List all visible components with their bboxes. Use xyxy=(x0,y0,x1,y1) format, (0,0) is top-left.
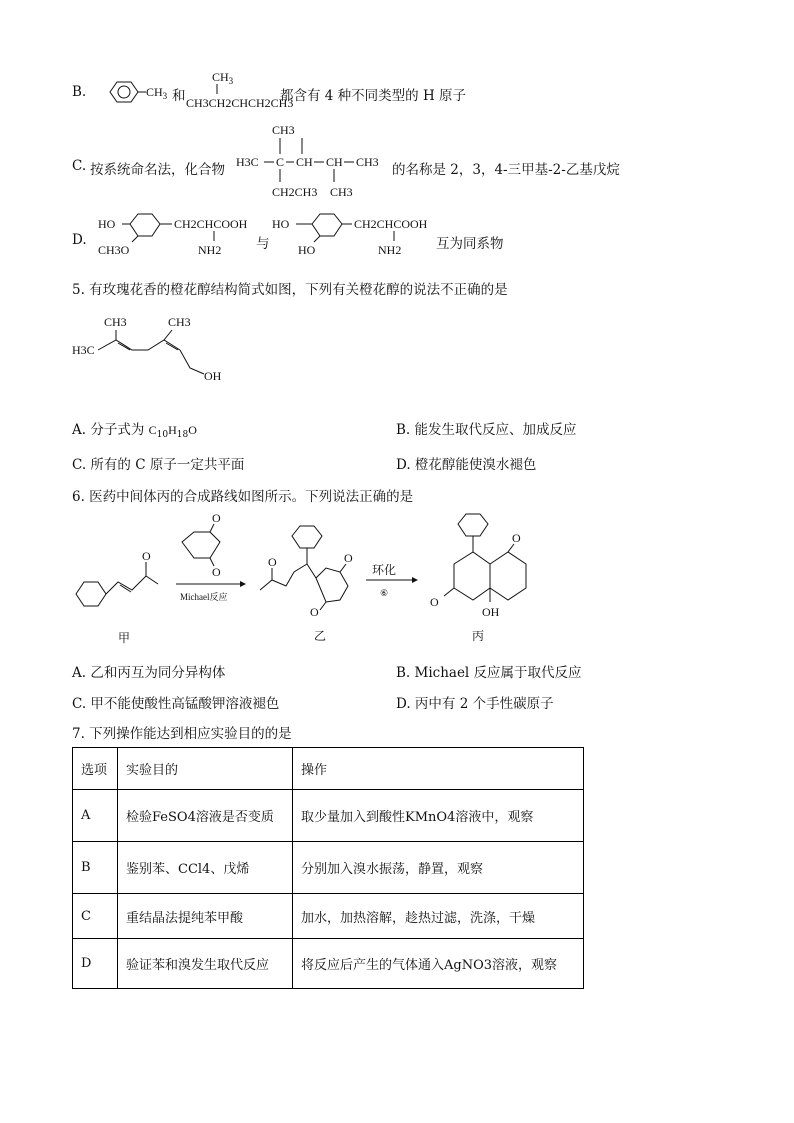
table-row xyxy=(73,790,584,842)
svg-text:HO: HO xyxy=(272,217,290,231)
svg-text:O: O xyxy=(212,511,221,525)
svg-text:OH: OH xyxy=(482,605,500,619)
svg-text:HO: HO xyxy=(98,217,116,231)
q5-option-a: A. 分子式为 $C_{10}H_{18}O$ xyxy=(72,422,197,440)
svg-text:C: C xyxy=(276,155,285,169)
table-row xyxy=(73,894,584,939)
option-b-statement: 都含有 4 种不同类型的 H 原子 xyxy=(280,88,467,104)
svg-text:Michael反应: Michael反应 xyxy=(180,592,228,602)
ring-2 xyxy=(312,214,342,236)
branch-methyl: $CH_3$ xyxy=(212,70,234,86)
header-option: 选项 xyxy=(73,748,118,790)
row-option: C xyxy=(73,894,118,939)
option-d-label: D. xyxy=(72,232,87,248)
svg-text:CH3O: CH3O xyxy=(98,243,130,257)
svg-text:O: O xyxy=(310,605,319,619)
row-option: B xyxy=(73,842,118,894)
row-operation: 取少量加入到酸性KMnO4溶液中，观察 xyxy=(293,790,584,842)
svg-text:环化: 环化 xyxy=(372,563,397,577)
and-text: 和 xyxy=(172,88,186,104)
q5-stem: 5. 有玫瑰花香的橙花醇结构简式如图，下列有关橙花醇的说法不正确的是 xyxy=(72,282,508,298)
option-c-text-2: 的名称是 2，3，4-三甲基-2-乙基戊烷 xyxy=(392,162,620,178)
svg-text:CH2CH3: CH2CH3 xyxy=(272,185,318,199)
option-c-text-1: 按系统命名法，化合物 xyxy=(90,162,225,178)
benzene-ring xyxy=(110,82,138,102)
svg-text:CH3: CH3 xyxy=(330,185,353,199)
table-header-row xyxy=(73,748,584,790)
option-b-label: B. xyxy=(72,84,87,100)
label-jia: 甲 xyxy=(118,631,131,645)
svg-text:H3C: H3C xyxy=(236,155,259,169)
ring-1 xyxy=(130,214,160,236)
nerol-structure xyxy=(72,312,232,392)
header-purpose: 实验目的 xyxy=(118,748,293,790)
option-d-structure-2 xyxy=(272,208,442,264)
svg-text:NH2: NH2 xyxy=(378,243,402,257)
yu-text: 与 xyxy=(256,236,270,252)
compound-yi xyxy=(260,526,353,619)
compound-jia xyxy=(76,549,158,606)
svg-text:OH: OH xyxy=(204,369,222,383)
option-c-structure xyxy=(230,122,395,202)
label-yi: 乙 xyxy=(314,629,327,643)
q5-option-b: B. 能发生取代反应、加成反应 xyxy=(396,422,577,438)
svg-text:CH: CH xyxy=(296,155,313,169)
q7-stem: 7. 下列操作能达到相应实验目的的是 xyxy=(72,726,292,742)
svg-text:H3C: H3C xyxy=(72,343,95,357)
svg-text:CH3: CH3 xyxy=(168,315,191,329)
benzene-circle xyxy=(118,86,130,98)
q6-option-d: D. 丙中有 2 个手性碳原子 xyxy=(396,696,554,712)
svg-text:CH2CHCOOH: CH2CHCOOH xyxy=(174,217,248,231)
toluene-structure xyxy=(100,78,180,110)
svg-text:O: O xyxy=(142,549,151,563)
q5-option-c: C. 所有的 C 原子一定共平面 xyxy=(72,457,245,473)
svg-text:O: O xyxy=(268,555,277,569)
compound-bing xyxy=(430,514,526,619)
q6-option-b: B. Michael 反应属于取代反应 xyxy=(396,665,582,681)
svg-text:CH3: CH3 xyxy=(272,123,295,137)
option-c-label: C. xyxy=(72,158,87,174)
svg-text:NH2: NH2 xyxy=(198,243,222,257)
table-row xyxy=(73,842,584,894)
row-purpose: 鉴别苯、CCl4、戊烯 xyxy=(118,842,293,894)
q6-synthesis-route xyxy=(70,512,590,652)
q6-option-c: C. 甲不能使酸性高锰酸钾溶液褪色 xyxy=(72,696,280,712)
label-bing: 丙 xyxy=(472,629,485,643)
q5-option-d: D. 橙花醇能使溴水褪色 xyxy=(396,457,537,473)
header-operation: 操作 xyxy=(293,748,584,790)
svg-text:O: O xyxy=(512,531,521,545)
toluene-methyl: $CH_3$ xyxy=(146,85,168,101)
option-d-statement: 互为同系物 xyxy=(436,236,504,252)
svg-text:O: O xyxy=(212,565,221,579)
svg-text:CH2CHCOOH: CH2CHCOOH xyxy=(354,217,428,231)
row-option: A xyxy=(73,790,118,842)
q6-stem: 6. 医药中间体丙的合成路线如图所示。下列说法正确的是 xyxy=(72,489,414,505)
row-purpose: 验证苯和溴发生取代反应 xyxy=(118,939,293,989)
svg-text:HO: HO xyxy=(298,243,316,257)
row-operation: 将反应后产生的气体通入AgNO3溶液，观察 xyxy=(293,939,584,989)
row-purpose: 检验FeSO4溶液是否变质 xyxy=(118,790,293,842)
row-operation: 加水，加热溶解，趁热过滤，洗涤，干燥 xyxy=(293,894,584,939)
table-row xyxy=(73,939,584,989)
option-d-structure-1 xyxy=(98,208,260,264)
cyclization-arrow xyxy=(366,563,418,598)
svg-text:⑥: ⑥ xyxy=(380,588,389,598)
pentane-chain: CH3CH2CHCH2CH3 xyxy=(186,96,294,110)
q7-table xyxy=(72,747,584,989)
svg-text:O: O xyxy=(344,551,353,565)
svg-text:CH: CH xyxy=(326,155,343,169)
row-purpose: 重结晶法提纯苯甲酸 xyxy=(118,894,293,939)
michael-arrow xyxy=(176,511,246,602)
svg-text:CH3: CH3 xyxy=(104,315,127,329)
svg-text:CH3: CH3 xyxy=(356,155,379,169)
row-operation: 分别加入溴水振荡，静置，观察 xyxy=(293,842,584,894)
svg-text:O: O xyxy=(430,595,439,609)
row-option: D xyxy=(73,939,118,989)
branch-bond xyxy=(215,84,219,94)
q6-option-a: A. 乙和丙互为同分异构体 xyxy=(72,665,226,681)
